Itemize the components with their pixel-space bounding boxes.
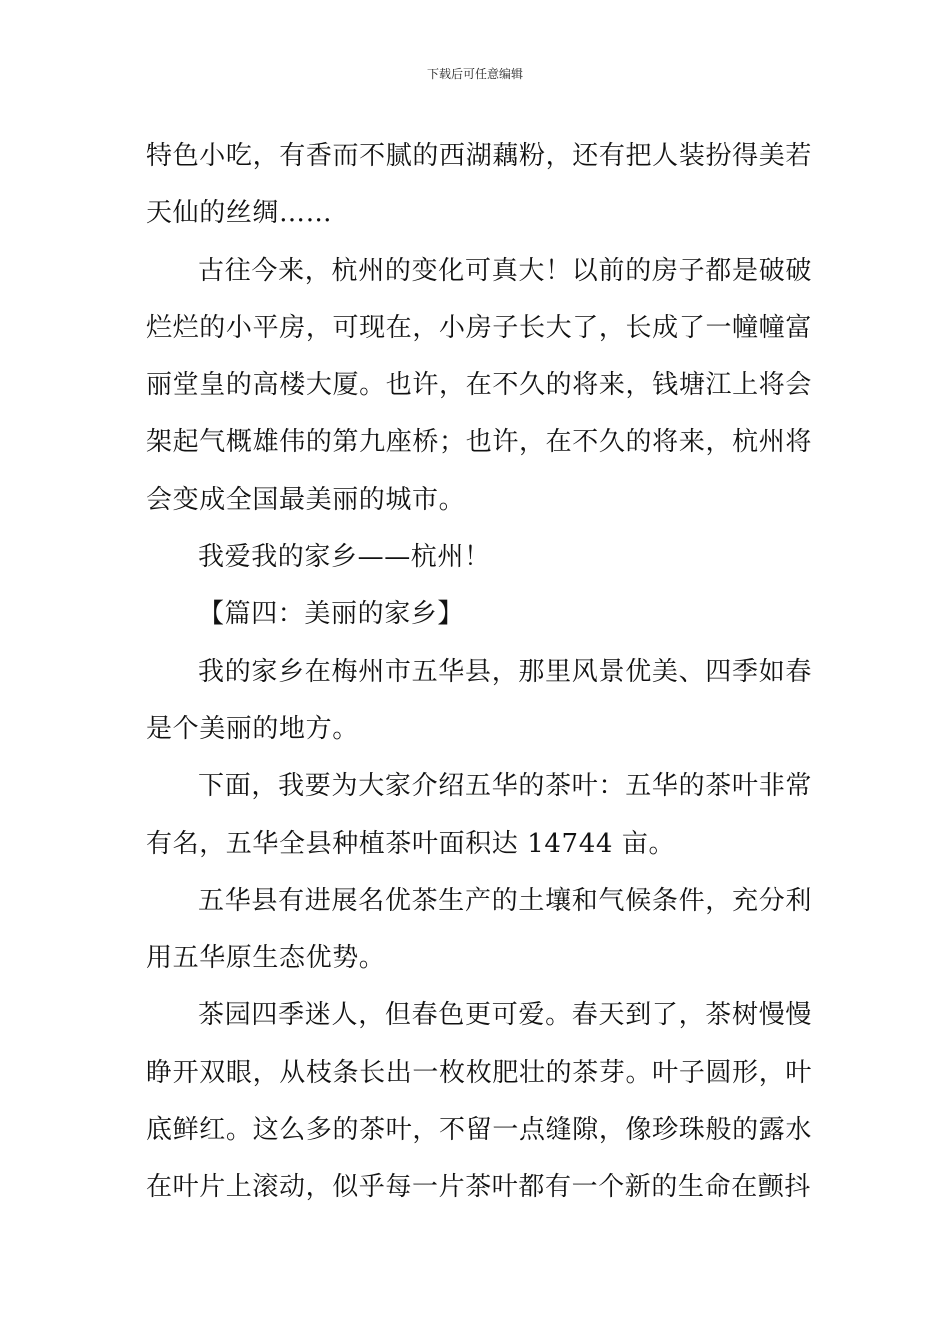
paragraph-1: 特色小吃，有香而不腻的西湖藕粉，还有把人装扮得美若天仙的丝绸……	[146, 141, 812, 229]
paragraph-2: 古往今来，杭州的变化可真大！以前的房子都是破破烂烂的小平房，可现在，小房子长大了，长成了一幢幢富丽堂皇的高楼大厦。也许，在不久的将来，钱塘江上将会架起气概雄伟的第九座桥；也许，在不久的将来，杭州将会变成全国最美丽的城市。	[146, 255, 812, 515]
paragraph-6: 下面，我要为大家介绍五华的茶叶：五华的茶叶非常有名，五华全县种植茶叶面积达 14744 亩。	[146, 771, 812, 859]
paragraph-5: 我的家乡在梅州市五华县，那里风景优美、四季如春是个美丽的地方。	[146, 656, 812, 744]
section-heading: 【篇四：美丽的家乡】	[198, 599, 465, 630]
paragraph-8: 茶园四季迷人，但春色更可爱。春天到了，茶树慢慢睁开双眼，从枝条长出一枚枚肥壮的茶芽。叶子圆形，叶底鲜红。这么多的茶叶，不留一点缝隙，像珍珠般的露水在叶片上滚动，似乎每一片茶叶都有一个新的生命在颤抖	[146, 1000, 812, 1203]
paragraph-7: 五华县有进展名优茶生产的土壤和气候条件，充分利用五华原生态优势。	[146, 885, 812, 974]
document-body	[146, 128, 812, 1217]
page-header: 下载后可任意编辑	[426, 67, 523, 81]
paragraph-3: 我爱我的家乡——杭州！	[198, 542, 491, 573]
